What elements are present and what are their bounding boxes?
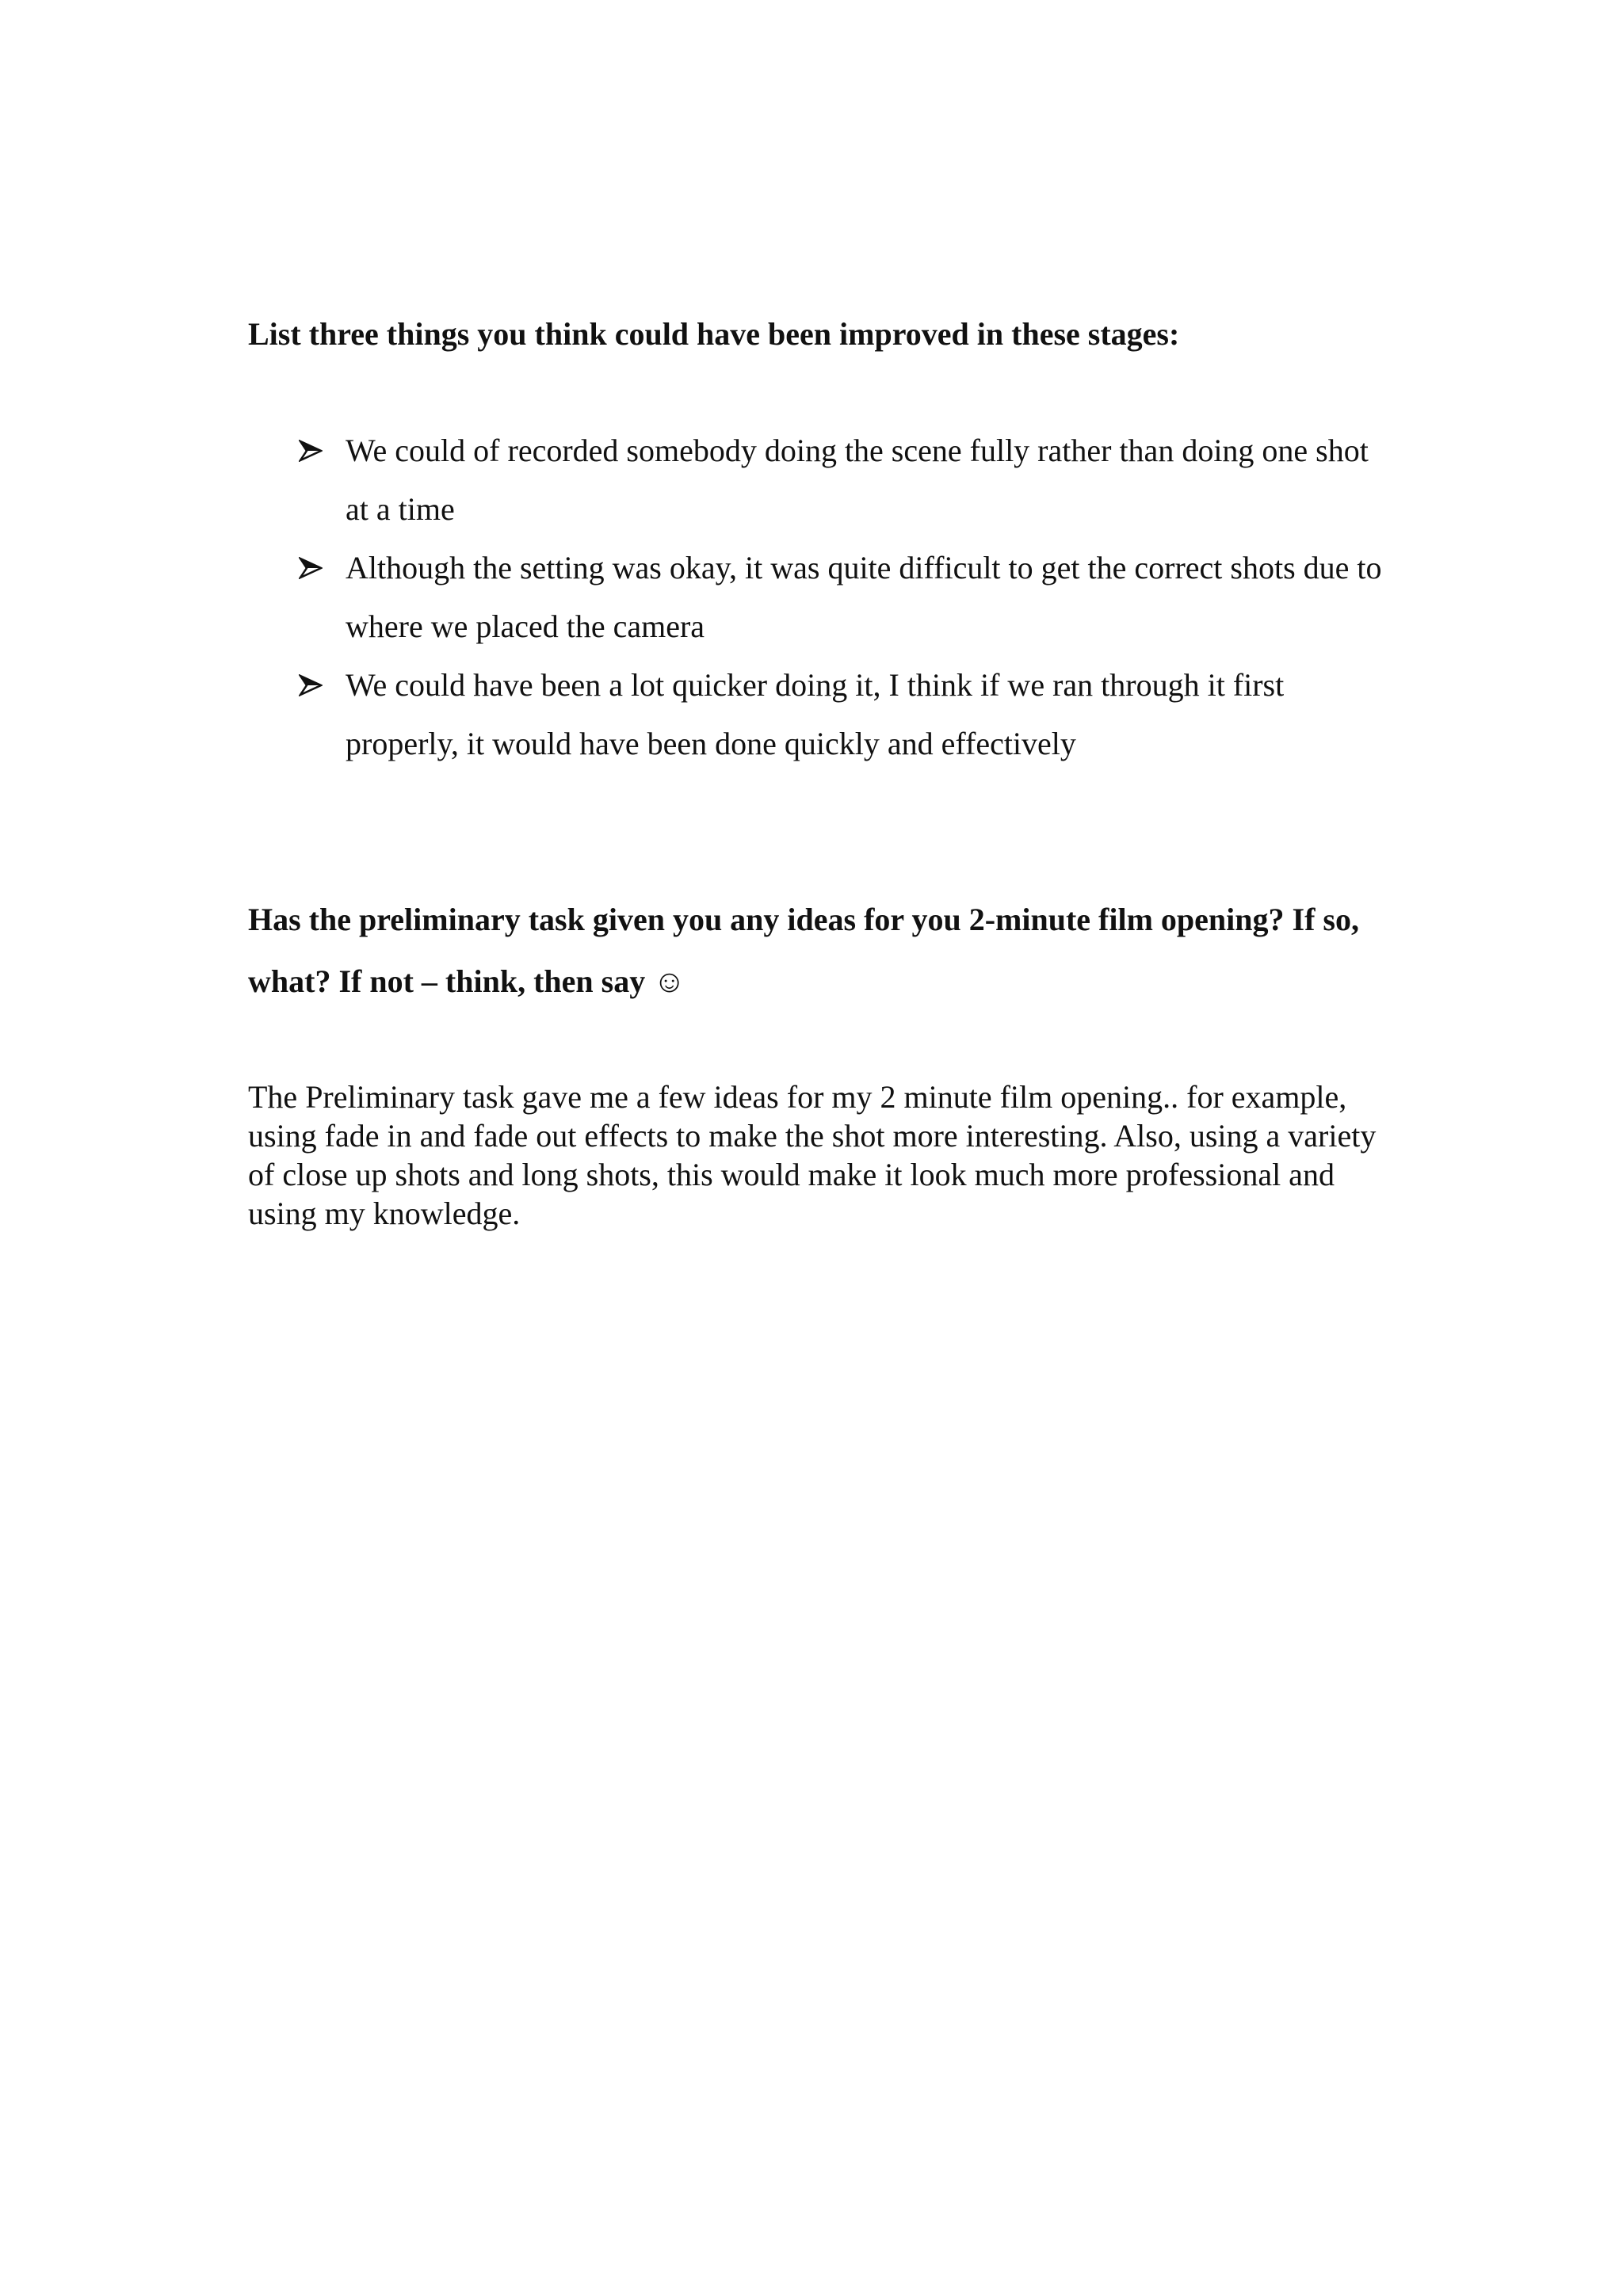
list-item-text: We could have been a lot quicker doing it, I think if we ran through it first properly, it would have been done quickly and effectively bbox=[346, 667, 1285, 761]
arrowhead-bullet-icon bbox=[295, 656, 327, 715]
arrowhead-bullet-icon bbox=[295, 421, 327, 480]
question-improvements: List three things you think could have been improved in these stages: bbox=[248, 316, 1180, 352]
improvements-list bbox=[295, 421, 1388, 773]
question-film-ideas: Has the preliminary task given you any ideas for you 2-minute film opening? If so, what? If not – think, then say ☺ bbox=[248, 902, 1359, 999]
list-item-text: We could of recorded somebody doing the scene fully rather than doing one shot at a time bbox=[346, 433, 1369, 527]
list-item-text: Although the setting was okay, it was quite difficult to get the correct shots due to where we placed the camera bbox=[346, 550, 1382, 644]
list-item bbox=[295, 656, 1388, 773]
arrowhead-bullet-icon bbox=[295, 539, 327, 597]
list-item bbox=[295, 421, 1388, 539]
answer-paragraph: The Preliminary task gave me a few ideas for my 2 minute film opening.. for example, using fade in and fade out effects to make the shot more interesting. Also, using a variety of close up shots and long shots, this would make it look much more professional and using my knowledge. bbox=[248, 1079, 1377, 1231]
list-item bbox=[295, 539, 1388, 656]
